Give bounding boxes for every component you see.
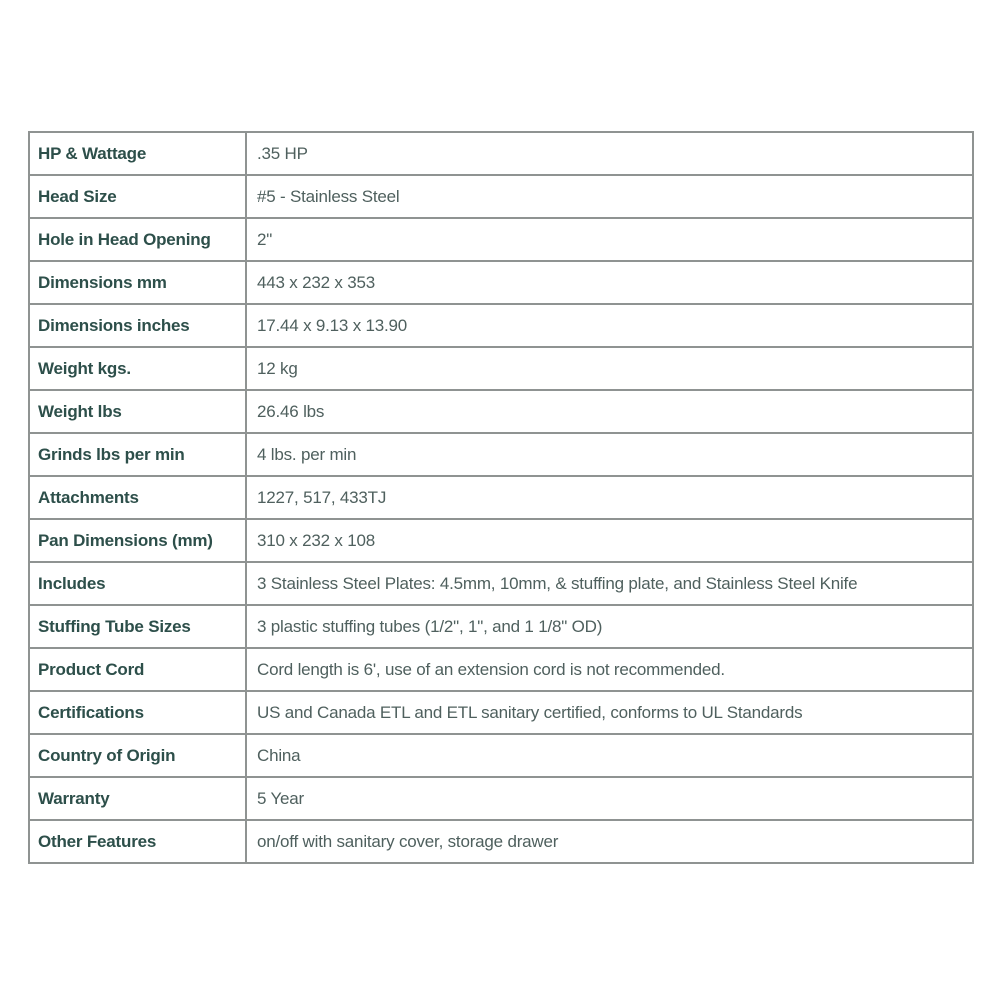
spec-value: China [246,734,973,777]
spec-value: 26.46 lbs [246,390,973,433]
spec-label: HP & Wattage [29,132,246,175]
spec-label: Country of Origin [29,734,246,777]
spec-value: 12 kg [246,347,973,390]
table-row [29,175,973,218]
spec-value: on/off with sanitary cover, storage drawer [246,820,973,863]
spec-value: Cord length is 6', use of an extension cord is not recommended. [246,648,973,691]
spec-label: Dimensions inches [29,304,246,347]
table-row [29,132,973,175]
spec-value: 443 x 232 x 353 [246,261,973,304]
table-row [29,691,973,734]
spec-label: Certifications [29,691,246,734]
spec-label: Grinds lbs per min [29,433,246,476]
spec-value: US and Canada ETL and ETL sanitary certified, conforms to UL Standards [246,691,973,734]
spec-value: 2" [246,218,973,261]
spec-value: 5 Year [246,777,973,820]
spec-label: Other Features [29,820,246,863]
product-spec-table [28,131,974,864]
table-row [29,476,973,519]
table-row [29,433,973,476]
table-row [29,777,973,820]
spec-value: 3 Stainless Steel Plates: 4.5mm, 10mm, & stuffing plate, and Stainless Steel Knife [246,562,973,605]
table-row [29,605,973,648]
spec-label: Attachments [29,476,246,519]
spec-value: .35 HP [246,132,973,175]
spec-label: Warranty [29,777,246,820]
table-row [29,390,973,433]
spec-value: #5 - Stainless Steel [246,175,973,218]
spec-label: Weight lbs [29,390,246,433]
spec-label: Pan Dimensions (mm) [29,519,246,562]
spec-label: Hole in Head Opening [29,218,246,261]
spec-label: Includes [29,562,246,605]
spec-label: Product Cord [29,648,246,691]
spec-value: 310 x 232 x 108 [246,519,973,562]
spec-label: Stuffing Tube Sizes [29,605,246,648]
table-row [29,347,973,390]
spec-value: 1227, 517, 433TJ [246,476,973,519]
spec-table-body [29,132,973,863]
table-row [29,562,973,605]
spec-value: 3 plastic stuffing tubes (1/2", 1", and 1 1/8" OD) [246,605,973,648]
table-row [29,519,973,562]
table-row [29,820,973,863]
spec-label: Dimensions mm [29,261,246,304]
table-row [29,261,973,304]
spec-value: 17.44 x 9.13 x 13.90 [246,304,973,347]
table-row [29,304,973,347]
table-row [29,734,973,777]
spec-label: Weight kgs. [29,347,246,390]
spec-label: Head Size [29,175,246,218]
table-row [29,218,973,261]
table-row [29,648,973,691]
spec-value: 4 lbs. per min [246,433,973,476]
